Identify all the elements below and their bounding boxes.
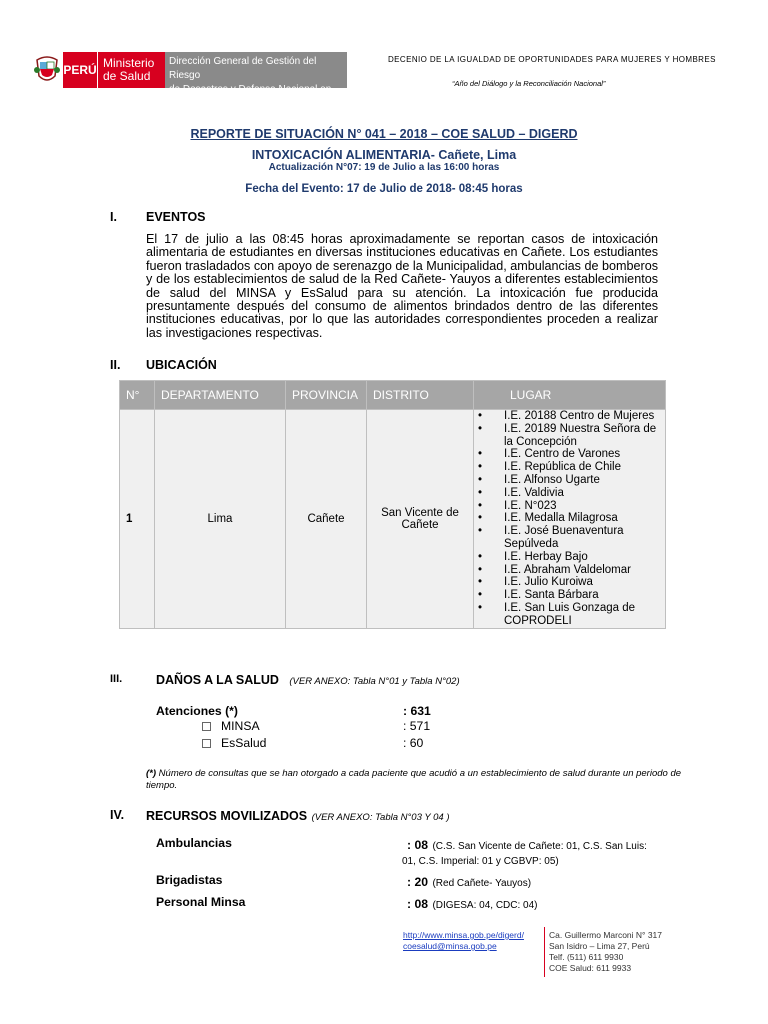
list-item: • I.E. N°023	[504, 500, 661, 513]
brigadistas-value-row	[407, 873, 531, 891]
ambulancias-value-row	[407, 836, 647, 854]
list-item: • I.E. 20189 Nuestra Señora de la Concepción	[504, 423, 661, 449]
website-link[interactable]: http://www.minsa.gob.pe/digerd/	[403, 930, 524, 940]
list-item: • I.E. Julio Kuroiwa	[504, 576, 661, 589]
section-4-number: IV.	[110, 808, 125, 822]
list-item: • I.E. Valdivia	[504, 487, 661, 500]
address-line: San Isidro – Lima 27, Perú	[549, 941, 650, 951]
address-line: Telf. (511) 611 9930	[549, 952, 624, 962]
section-2-title: UBICACIÓN	[146, 358, 217, 372]
cell-n: 1	[120, 410, 155, 629]
minsa-value: : 571	[403, 719, 431, 733]
personal-label: Personal Minsa	[156, 895, 246, 909]
footer-links	[403, 930, 524, 952]
essalud-value: : 60	[403, 736, 424, 750]
ambulancias-note-2: 01, C.S. Imperial: 01 y CGBVP: 05)	[402, 856, 559, 867]
section-3-number: III.	[110, 673, 123, 685]
footer-divider	[544, 927, 545, 977]
minsa-label: MINSA	[221, 719, 260, 733]
decenio-heading: DECENIO DE LA IGUALDAD DE OPORTUNIDADES PARA MUJERES Y HOMBRES	[388, 55, 716, 64]
ambulancias-note-1: (C.S. San Vicente de Cañete: 01, C.S. San Luis:	[432, 841, 647, 852]
report-update: Actualización N°07: 19 de Julio a las 16:00 horas	[268, 162, 500, 173]
minsa-row	[202, 719, 260, 733]
email-link[interactable]: coesalud@minsa.gob.pe	[403, 941, 497, 951]
header-n: N°	[120, 381, 155, 410]
section-2-number: II.	[110, 358, 121, 372]
ministerio-label: Ministerio de Salud	[97, 52, 165, 88]
ambulancias-value: : 08	[407, 838, 429, 852]
direccion-label: Dirección General de Gestión del Riesgo de Desastres y Defensa Nacional en Salud	[165, 52, 347, 88]
address-line: Ca. Guillermo Marconi N° 317	[549, 930, 662, 940]
coat-of-arms-icon	[31, 52, 63, 88]
list-item: • I.E. Abraham Valdelomar	[504, 564, 661, 577]
report-subject: INTOXICACIÓN ALIMENTARIA- Cañete, Lima	[251, 148, 517, 162]
cell-provincia: Cañete	[286, 410, 367, 629]
peru-label: PERÚ	[63, 52, 97, 88]
minsa-logo	[31, 52, 347, 109]
section-3-note: (VER ANEXO: Tabla N°01 y Tabla N°02)	[289, 676, 460, 687]
section-1-number: I.	[110, 210, 117, 224]
checkbox-icon	[202, 722, 211, 731]
header-distrito: DISTRITO	[367, 381, 474, 410]
year-motto: “Año del Diálogo y la Reconciliación Nacional”	[452, 79, 606, 88]
section-1-title: EVENTOS	[146, 210, 206, 224]
address-line: COE Salud: 611 9933	[549, 963, 632, 973]
cell-lugar	[474, 410, 666, 629]
list-item: • I.E. Santa Bárbara	[504, 589, 661, 602]
checkbox-icon	[202, 739, 211, 748]
report-title: REPORTE DE SITUACIÓN N° 041 – 2018 – COE SALUD – DIGERD	[190, 127, 578, 141]
list-item: • I.E. San Luis Gonzaga de COPRODELI	[504, 602, 661, 628]
personal-value: : 08	[407, 897, 429, 911]
list-item: • I.E. 20188 Centro de Mujeres	[504, 410, 661, 423]
section-4-note: (VER ANEXO: Tabla N°03 Y 04 )	[311, 812, 450, 823]
atenciones-value: : 631	[403, 704, 431, 718]
location-table	[119, 380, 666, 629]
header-departamento: DEPARTAMENTO	[155, 381, 286, 410]
footnote	[146, 768, 686, 792]
footnote-text: Número de consultas que se han otorgado a cada paciente que acudió a un establecimiento de salud durante un periodo de tiempo.	[146, 768, 682, 791]
table-header-row	[120, 381, 666, 410]
events-paragraph: El 17 de julio a las 08:45 horas aproximadamente se reportan casos de intoxicación alimentaria de estudiantes en diversas instituciones educativas en Cañete. Los estudiantes fueron trasladados con apoyo de serenazgo de la Municipalidad, ambulancias de bomberos y de los establecimientos de salud de la Red Cañete- Yauyos a diferentes establecimientos de salud del MINSA y EsSalud para su atención. La intoxicación fue producida presuntamente después del consumo de alimentos brindados dentro de las diferentes instituciones educativas, por lo que las autoridades correspondientes proceden a realizar las investigaciones respectivas.	[146, 232, 658, 340]
list-item: • I.E. República de Chile	[504, 461, 661, 474]
table-row	[120, 410, 666, 629]
header-lugar: LUGAR	[474, 381, 666, 410]
footnote-mark: (*)	[146, 768, 157, 779]
header-provincia: PROVINCIA	[286, 381, 367, 410]
personal-value-row	[407, 895, 538, 913]
lugar-list	[474, 410, 661, 628]
atenciones-label: Atenciones (*)	[156, 704, 238, 718]
brigadistas-note: (Red Cañete- Yauyos)	[432, 878, 532, 889]
personal-note: (DIGESA: 04, CDC: 04)	[432, 900, 538, 911]
cell-distrito: San Vicente de Cañete	[367, 410, 474, 629]
list-item: • I.E. Alfonso Ugarte	[504, 474, 661, 487]
cell-departamento: Lima	[155, 410, 286, 629]
section-3-heading	[156, 671, 460, 689]
list-item: • I.E. Herbay Bajo	[504, 551, 661, 564]
event-date: Fecha del Evento: 17 de Julio de 2018- 08:45 horas	[245, 183, 523, 195]
brigadistas-label: Brigadistas	[156, 873, 223, 887]
section-3-title: DAÑOS A LA SALUD	[156, 673, 279, 687]
list-item: • I.E. Medalla Milagrosa	[504, 512, 661, 525]
essalud-label: EsSalud	[221, 736, 267, 750]
essalud-row	[202, 736, 266, 750]
brigadistas-value: : 20	[407, 875, 429, 889]
footer-address	[549, 930, 662, 974]
section-4-heading	[146, 807, 450, 825]
list-item: • I.E. José Buenaventura Sepúlveda	[504, 525, 661, 551]
section-4-title: RECURSOS MOVILIZADOS	[146, 809, 308, 823]
list-item: • I.E. Centro de Varones	[504, 448, 661, 461]
ambulancias-label: Ambulancias	[156, 836, 232, 850]
